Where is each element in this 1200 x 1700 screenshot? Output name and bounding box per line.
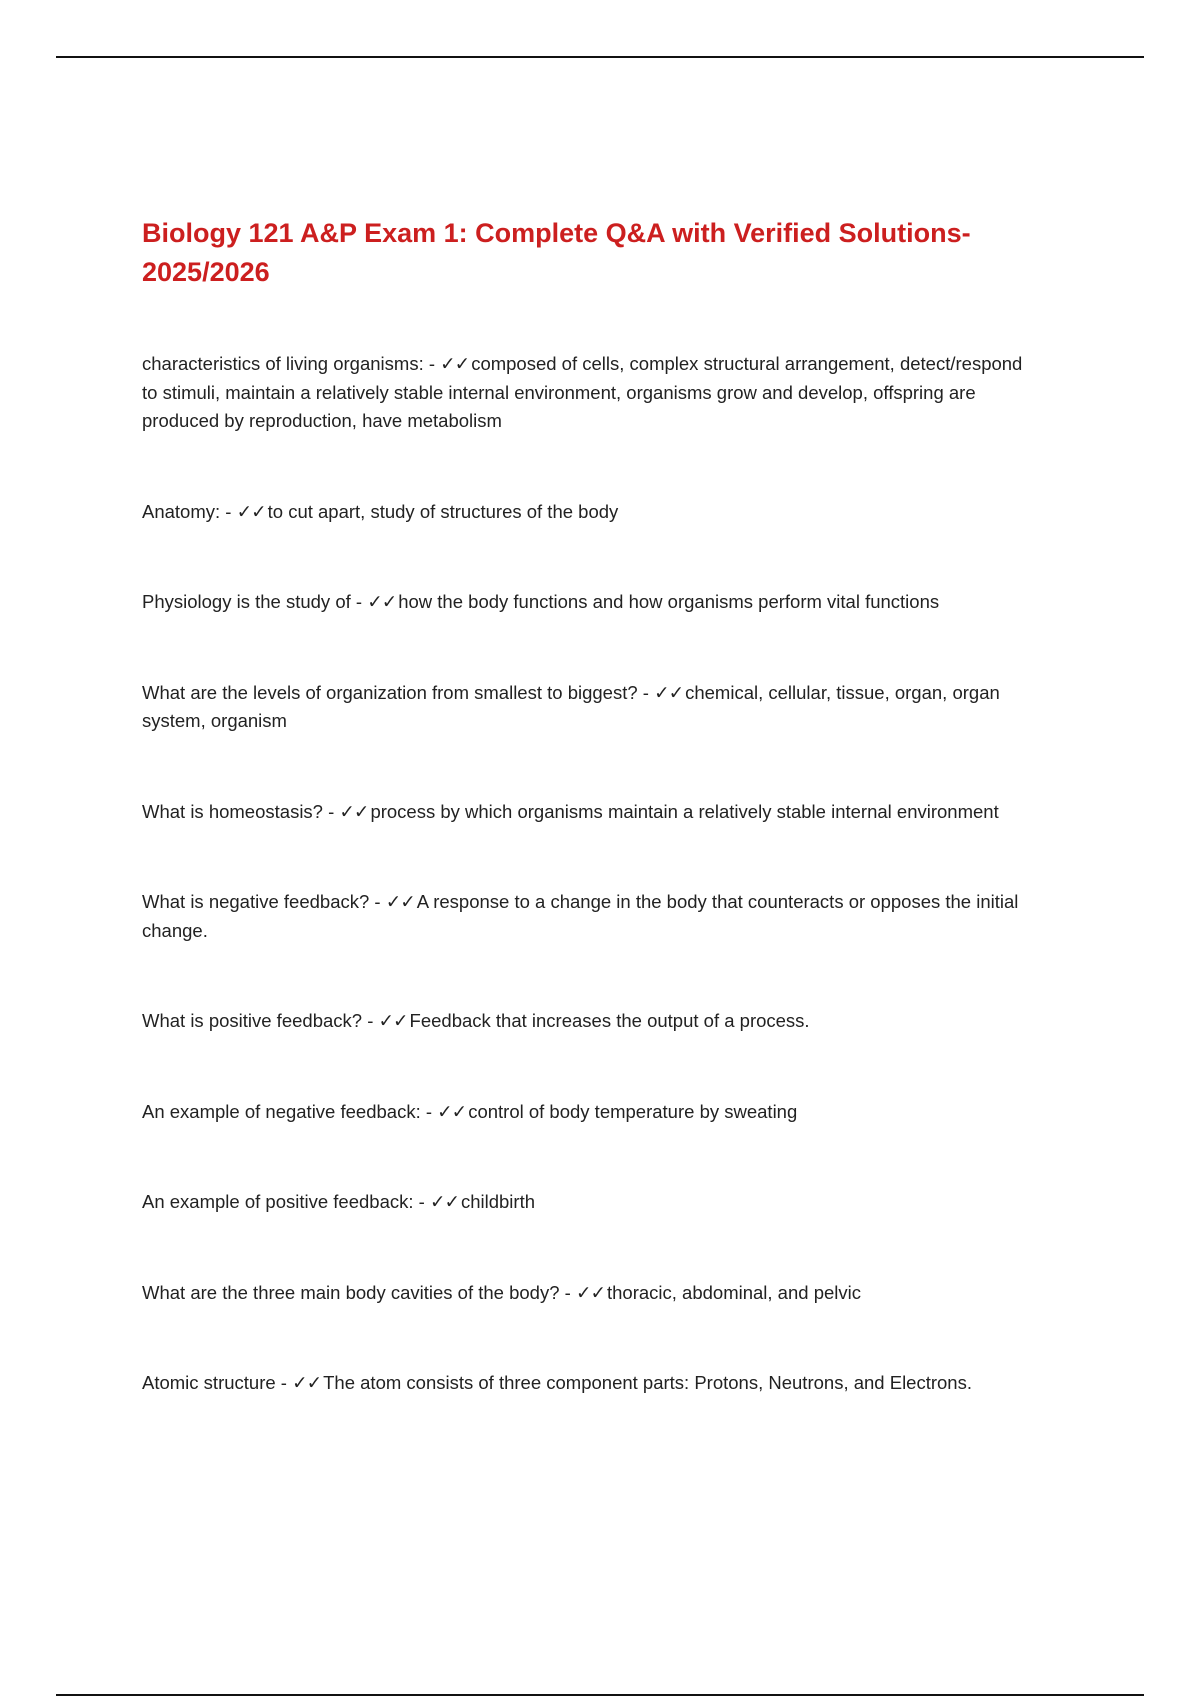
separator: - [420,1100,438,1122]
qa-item [142,1098,1042,1127]
qa-item [142,350,1042,436]
separator: - [362,1010,379,1031]
answer-text: chemical, cellular, tissue, organ, organ system, organism [142,681,1000,731]
double-check-icon: ✓✓ [437,1100,467,1122]
double-check-icon: ✓✓ [339,800,369,822]
qa-list [142,350,1042,1398]
separator: - [559,1281,576,1303]
answer-text: composed of cells, complex structural arrangement, detect/respond to stimuli, maintain a relatively stable internal environment, organisms grow and develop, offspring are produced by reproduction, have metabolism [142,353,1023,431]
top-rule [56,56,1144,58]
qa-item [142,1188,1042,1217]
double-check-icon: ✓✓ [292,1372,322,1393]
separator: - [423,353,441,374]
question-text: What is negative feedback? [142,891,370,912]
question-text: What is positive feedback? [142,1010,363,1031]
qa-item [142,1279,1042,1308]
qa-item [142,888,1042,945]
double-check-icon: ✓✓ [575,1281,605,1303]
bottom-rule [56,1694,1144,1696]
answer-text: childbirth [460,1191,536,1212]
question-text: Physiology is the study of [142,591,351,612]
qa-item [142,588,1042,617]
separator: - [350,591,368,612]
qa-item [142,498,1042,527]
question-text: What are the three main body cavities of the body? [142,1281,560,1303]
separator: - [322,800,340,822]
double-check-icon: ✓✓ [236,500,266,522]
separator: - [220,500,237,522]
answer-text: A response to a change in the body that counteracts or opposes the initial change. [142,891,1019,941]
answer-text: process by which organisms maintain a relatively stable internal environment [370,800,999,822]
double-check-icon: ✓✓ [367,591,397,612]
answer-text: Feedback that increases the output of a process. [409,1010,810,1031]
separator: - [369,891,386,912]
double-check-icon: ✓✓ [378,1010,408,1031]
answer-text: control of body temperature by sweating [468,1100,798,1122]
document-body [142,214,1042,1460]
question-text: characteristics of living organisms: [142,353,424,374]
qa-item [142,1007,1042,1036]
qa-item [142,679,1042,736]
separator: - [637,681,655,703]
qa-item [142,1369,1042,1398]
question-text: Anatomy: [142,500,221,522]
answer-text: to cut apart, study of structures of the body [267,500,619,522]
question-text: What are the levels of organization from smallest to biggest? [142,681,638,703]
question-text: Atomic structure [142,1372,276,1393]
answer-text: how the body functions and how organisms perform vital functions [398,591,940,612]
double-check-icon: ✓✓ [654,681,684,703]
question-text: An example of negative feedback: [142,1100,421,1122]
answer-text: thoracic, abdominal, and pelvic [606,1281,861,1303]
document-title: Biology 121 A&P Exam 1: Complete Q&A with Verified Solutions- 2025/2026 [142,218,971,287]
separator: - [413,1191,430,1212]
separator: - [275,1372,293,1393]
answer-text: The atom consists of three component parts: Protons, Neutrons, and Electrons. [323,1372,972,1393]
qa-item [142,798,1042,827]
question-text: An example of positive feedback: [142,1191,414,1212]
double-check-icon: ✓✓ [385,891,415,912]
double-check-icon: ✓✓ [440,353,470,374]
double-check-icon: ✓✓ [429,1191,459,1212]
question-text: What is homeostasis? [142,800,323,822]
